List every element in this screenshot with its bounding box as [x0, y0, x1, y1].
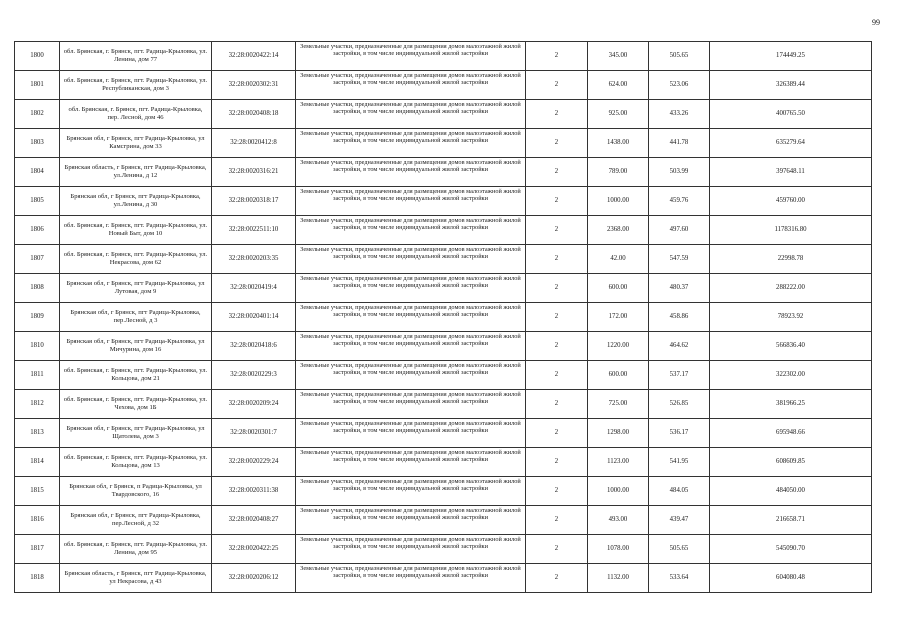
land-use-cell: Земельные участки, предназначенные для размещения домов малоэтажной жилой застройки, в том числе индивидуальной жилой застройки — [296, 419, 526, 448]
specific-value-cell: 505.65 — [649, 535, 710, 564]
address-cell: Брянская обл, г Брянск, п Радица-Крыловка, ул Твардовского, 16 — [60, 477, 212, 506]
table-row — [15, 71, 872, 100]
area-cell: 1123.00 — [588, 448, 649, 477]
row-number-cell: 1802 — [15, 100, 60, 129]
row-number-cell: 1806 — [15, 216, 60, 245]
cadastral-number-cell: 32:28:0020422:14 — [212, 42, 296, 71]
area-cell: 1220.00 — [588, 332, 649, 361]
table-row — [15, 506, 872, 535]
address-cell: Брянская обл, г Брянск, пгт Радица-Крыловка, ул Мичурина, дом 16 — [60, 332, 212, 361]
area-cell: 42.00 — [588, 245, 649, 274]
cadastral-number-cell: 32:28:0020206:12 — [212, 564, 296, 593]
cadastral-number-cell: 32:28:0020422:25 — [212, 535, 296, 564]
row-number-cell: 1805 — [15, 187, 60, 216]
table-row — [15, 332, 872, 361]
land-use-cell: Земельные участки, предназначенные для размещения домов малоэтажной жилой застройки, в том числе индивидуальной жилой застройки — [296, 71, 526, 100]
group-cell: 2 — [526, 332, 588, 361]
cadastral-number-cell: 32:28:0022511:10 — [212, 216, 296, 245]
row-number-cell: 1810 — [15, 332, 60, 361]
cadastral-number-cell: 32:28:0020229:3 — [212, 361, 296, 390]
specific-value-cell: 547.59 — [649, 245, 710, 274]
cadastral-value-cell: 484050.00 — [710, 477, 872, 506]
address-cell: Брянская обл, г Брянск, пгт Радица-Крыловка, ул Лутовая, дом 9 — [60, 274, 212, 303]
cadastral-number-cell: 32:28:0020301:7 — [212, 419, 296, 448]
row-number-cell: 1812 — [15, 390, 60, 419]
group-cell: 2 — [526, 361, 588, 390]
land-use-cell: Земельные участки, предназначенные для размещения домов малоэтажной жилой застройки, в том числе индивидуальной жилой застройки — [296, 100, 526, 129]
row-number-cell: 1801 — [15, 71, 60, 100]
table-row — [15, 535, 872, 564]
specific-value-cell: 441.78 — [649, 129, 710, 158]
group-cell: 2 — [526, 216, 588, 245]
table-row — [15, 158, 872, 187]
group-cell: 2 — [526, 419, 588, 448]
specific-value-cell: 480.37 — [649, 274, 710, 303]
address-cell: Брянская область, г Брянск, пгт Радица-Крыловка, ул.Ленина, д 12 — [60, 158, 212, 187]
land-use-cell: Земельные участки, предназначенные для размещения домов малоэтажной жилой застройки, в том числе индивидуальной жилой застройки — [296, 535, 526, 564]
row-number-cell: 1815 — [15, 477, 60, 506]
row-number-cell: 1818 — [15, 564, 60, 593]
row-number-cell: 1811 — [15, 361, 60, 390]
area-cell: 1438.00 — [588, 129, 649, 158]
cadastral-number-cell: 32:28:0020412:8 — [212, 129, 296, 158]
address-cell: Брянская обл, г Брянск, пгт Радица-Крыловка, пер.Лесной, д 32 — [60, 506, 212, 535]
land-use-cell: Земельные участки, предназначенные для размещения домов малоэтажной жилой застройки, в том числе индивидуальной жилой застройки — [296, 564, 526, 593]
group-cell: 2 — [526, 535, 588, 564]
cadastral-number-cell: 32:28:0020229:24 — [212, 448, 296, 477]
specific-value-cell: 484.05 — [649, 477, 710, 506]
cadastral-value-cell: 381966.25 — [710, 390, 872, 419]
group-cell: 2 — [526, 274, 588, 303]
specific-value-cell: 459.76 — [649, 187, 710, 216]
area-cell: 1000.00 — [588, 477, 649, 506]
table-row — [15, 100, 872, 129]
cadastral-value-cell: 566836.40 — [710, 332, 872, 361]
area-cell: 925.00 — [588, 100, 649, 129]
land-use-cell: Земельные участки, предназначенные для размещения домов малоэтажной жилой застройки, в том числе индивидуальной жилой застройки — [296, 303, 526, 332]
table-body — [15, 42, 872, 593]
row-number-cell: 1809 — [15, 303, 60, 332]
cadastral-value-cell: 608609.85 — [710, 448, 872, 477]
cadastral-value-cell: 22998.78 — [710, 245, 872, 274]
table-row — [15, 129, 872, 158]
cadastral-value-cell: 695948.66 — [710, 419, 872, 448]
cadastral-number-cell: 32:28:0020316:21 — [212, 158, 296, 187]
area-cell: 789.00 — [588, 158, 649, 187]
land-register-table — [14, 41, 872, 593]
cadastral-value-cell: 545090.70 — [710, 535, 872, 564]
cadastral-value-cell: 174449.25 — [710, 42, 872, 71]
cadastral-value-cell: 1178316.80 — [710, 216, 872, 245]
cadastral-number-cell: 32:28:0020302:31 — [212, 71, 296, 100]
group-cell: 2 — [526, 245, 588, 274]
land-use-cell: Земельные участки, предназначенные для размещения домов малоэтажной жилой застройки, в том числе индивидуальной жилой застройки — [296, 361, 526, 390]
land-use-cell: Земельные участки, предназначенные для размещения домов малоэтажной жилой застройки, в том числе индивидуальной жилой застройки — [296, 448, 526, 477]
land-use-cell: Земельные участки, предназначенные для размещения домов малоэтажной жилой застройки, в том числе индивидуальной жилой застройки — [296, 477, 526, 506]
cadastral-value-cell: 635279.64 — [710, 129, 872, 158]
address-cell: Брянская обл, г Брянск, пгт Радица-Крыловка, ул Щатолева, дом 3 — [60, 419, 212, 448]
cadastral-number-cell: 32:28:0020401:14 — [212, 303, 296, 332]
land-use-cell: Земельные участки, предназначенные для размещения домов малоэтажной жилой застройки, в том числе индивидуальной жилой застройки — [296, 187, 526, 216]
land-use-cell: Земельные участки, предназначенные для размещения домов малоэтажной жилой застройки, в том числе индивидуальной жилой застройки — [296, 245, 526, 274]
cadastral-value-cell: 326389.44 — [710, 71, 872, 100]
group-cell: 2 — [526, 564, 588, 593]
land-use-cell: Земельные участки, предназначенные для размещения домов малоэтажной жилой застройки, в том числе индивидуальной жилой застройки — [296, 129, 526, 158]
cadastral-number-cell: 32:28:0020418:6 — [212, 332, 296, 361]
address-cell: обл. Брянская, г. Брянск, пгт. Радица-Крыловка, ул. Ленина, дом 95 — [60, 535, 212, 564]
cadastral-number-cell: 32:28:0020408:27 — [212, 506, 296, 535]
cadastral-value-cell: 400765.50 — [710, 100, 872, 129]
row-number-cell: 1803 — [15, 129, 60, 158]
address-cell: обл. Брянская, г. Брянск, пгт. Радица-Крыловка, ул. Новый Быт, дом 10 — [60, 216, 212, 245]
row-number-cell: 1800 — [15, 42, 60, 71]
group-cell: 2 — [526, 448, 588, 477]
area-cell: 725.00 — [588, 390, 649, 419]
table-row — [15, 187, 872, 216]
area-cell: 1078.00 — [588, 535, 649, 564]
specific-value-cell: 503.99 — [649, 158, 710, 187]
land-use-cell: Земельные участки, предназначенные для размещения домов малоэтажной жилой застройки, в том числе индивидуальной жилой застройки — [296, 332, 526, 361]
area-cell: 600.00 — [588, 274, 649, 303]
cadastral-value-cell: 397648.11 — [710, 158, 872, 187]
address-cell: обл. Брянская, г. Брянск, пгт. Радица-Крыловка, ул. Кольцова, дом 21 — [60, 361, 212, 390]
specific-value-cell: 458.86 — [649, 303, 710, 332]
specific-value-cell: 523.06 — [649, 71, 710, 100]
specific-value-cell: 526.85 — [649, 390, 710, 419]
specific-value-cell: 497.60 — [649, 216, 710, 245]
land-use-cell: Земельные участки, предназначенные для размещения домов малоэтажной жилой застройки, в том числе индивидуальной жилой застройки — [296, 390, 526, 419]
area-cell: 600.00 — [588, 361, 649, 390]
specific-value-cell: 433.26 — [649, 100, 710, 129]
cadastral-value-cell: 604080.48 — [710, 564, 872, 593]
row-number-cell: 1804 — [15, 158, 60, 187]
table-row — [15, 448, 872, 477]
specific-value-cell: 537.17 — [649, 361, 710, 390]
row-number-cell: 1817 — [15, 535, 60, 564]
group-cell: 2 — [526, 506, 588, 535]
group-cell: 2 — [526, 390, 588, 419]
land-use-cell: Земельные участки, предназначенные для размещения домов малоэтажной жилой застройки, в том числе индивидуальной жилой застройки — [296, 216, 526, 245]
table-row — [15, 216, 872, 245]
address-cell: обл. Брянская, г. Брянск, пгт. Радица-Крыловка, ул. Республиканская, дом 3 — [60, 71, 212, 100]
land-use-cell: Земельные участки, предназначенные для размещения домов малоэтажной жилой застройки, в том числе индивидуальной жилой застройки — [296, 158, 526, 187]
specific-value-cell: 464.62 — [649, 332, 710, 361]
area-cell: 172.00 — [588, 303, 649, 332]
specific-value-cell: 533.64 — [649, 564, 710, 593]
area-cell: 1132.00 — [588, 564, 649, 593]
area-cell: 2368.00 — [588, 216, 649, 245]
cadastral-number-cell: 32:28:0020318:17 — [212, 187, 296, 216]
cadastral-number-cell: 32:28:0020311:38 — [212, 477, 296, 506]
cadastral-number-cell: 32:28:0020209:24 — [212, 390, 296, 419]
specific-value-cell: 505.65 — [649, 42, 710, 71]
cadastral-number-cell: 32:28:0020408:18 — [212, 100, 296, 129]
page-number: 99 — [872, 18, 880, 27]
group-cell: 2 — [526, 303, 588, 332]
land-use-cell: Земельные участки, предназначенные для размещения домов малоэтажной жилой застройки, в том числе индивидуальной жилой застройки — [296, 506, 526, 535]
cadastral-value-cell: 288222.00 — [710, 274, 872, 303]
row-number-cell: 1813 — [15, 419, 60, 448]
group-cell: 2 — [526, 187, 588, 216]
area-cell: 1298.00 — [588, 419, 649, 448]
row-number-cell: 1814 — [15, 448, 60, 477]
address-cell: Брянская обл, г Брянск, пгт Радица-Крыловка, ул.Ленина, д 30 — [60, 187, 212, 216]
group-cell: 2 — [526, 477, 588, 506]
address-cell: обл. Брянская, г. Брянск, пгт. Радица-Крыловка, ул. Чехова, дом 1Б — [60, 390, 212, 419]
land-use-cell: Земельные участки, предназначенные для размещения домов малоэтажной жилой застройки, в том числе индивидуальной жилой застройки — [296, 274, 526, 303]
group-cell: 2 — [526, 129, 588, 158]
address-cell: Брянская обл, г Брянск, пгт Радица-Крыловка, пер.Лесной, д 3 — [60, 303, 212, 332]
cadastral-value-cell: 322302.00 — [710, 361, 872, 390]
address-cell: обл. Брянская, г. Брянск, пгт. Радица-Крыловка, ул. Ленина, дом 77 — [60, 42, 212, 71]
table-row — [15, 419, 872, 448]
group-cell: 2 — [526, 71, 588, 100]
table-row — [15, 361, 872, 390]
address-cell: Брянская обл, г Брянск, пгт Радица-Крыловка, ул Камсгрина, дом 33 — [60, 129, 212, 158]
address-cell: обл. Брянская, г. Брянск, пгт. Радица-Крыловка, ул. Кольцова, дом 13 — [60, 448, 212, 477]
address-cell: обл. Брянская, г. Брянск, пгт. Радица-Крыловка, пер. Лесной, дом 46 — [60, 100, 212, 129]
table-row — [15, 42, 872, 71]
cadastral-number-cell: 32:28:0020419:4 — [212, 274, 296, 303]
table-row — [15, 303, 872, 332]
group-cell: 2 — [526, 42, 588, 71]
specific-value-cell: 541.95 — [649, 448, 710, 477]
land-use-cell: Земельные участки, предназначенные для размещения домов малоэтажной жилой застройки, в том числе индивидуальной жилой застройки — [296, 42, 526, 71]
cadastral-value-cell: 459760.00 — [710, 187, 872, 216]
specific-value-cell: 439.47 — [649, 506, 710, 535]
group-cell: 2 — [526, 158, 588, 187]
area-cell: 493.00 — [588, 506, 649, 535]
table-row — [15, 245, 872, 274]
area-cell: 345.00 — [588, 42, 649, 71]
row-number-cell: 1808 — [15, 274, 60, 303]
table-row — [15, 390, 872, 419]
table-row — [15, 477, 872, 506]
cadastral-value-cell: 78923.92 — [710, 303, 872, 332]
cadastral-number-cell: 32:28:0020203:35 — [212, 245, 296, 274]
cadastral-value-cell: 216658.71 — [710, 506, 872, 535]
address-cell: Брянская область, г Брянск, пгт Радица-Крыловка, ул Некрасова, д 43 — [60, 564, 212, 593]
group-cell: 2 — [526, 100, 588, 129]
row-number-cell: 1816 — [15, 506, 60, 535]
area-cell: 624.00 — [588, 71, 649, 100]
table-row — [15, 274, 872, 303]
specific-value-cell: 536.17 — [649, 419, 710, 448]
row-number-cell: 1807 — [15, 245, 60, 274]
address-cell: обл. Брянская, г. Брянск, пгт. Радица-Крыловка, ул. Некрасова, дом 62 — [60, 245, 212, 274]
table-row — [15, 564, 872, 593]
area-cell: 1000.00 — [588, 187, 649, 216]
